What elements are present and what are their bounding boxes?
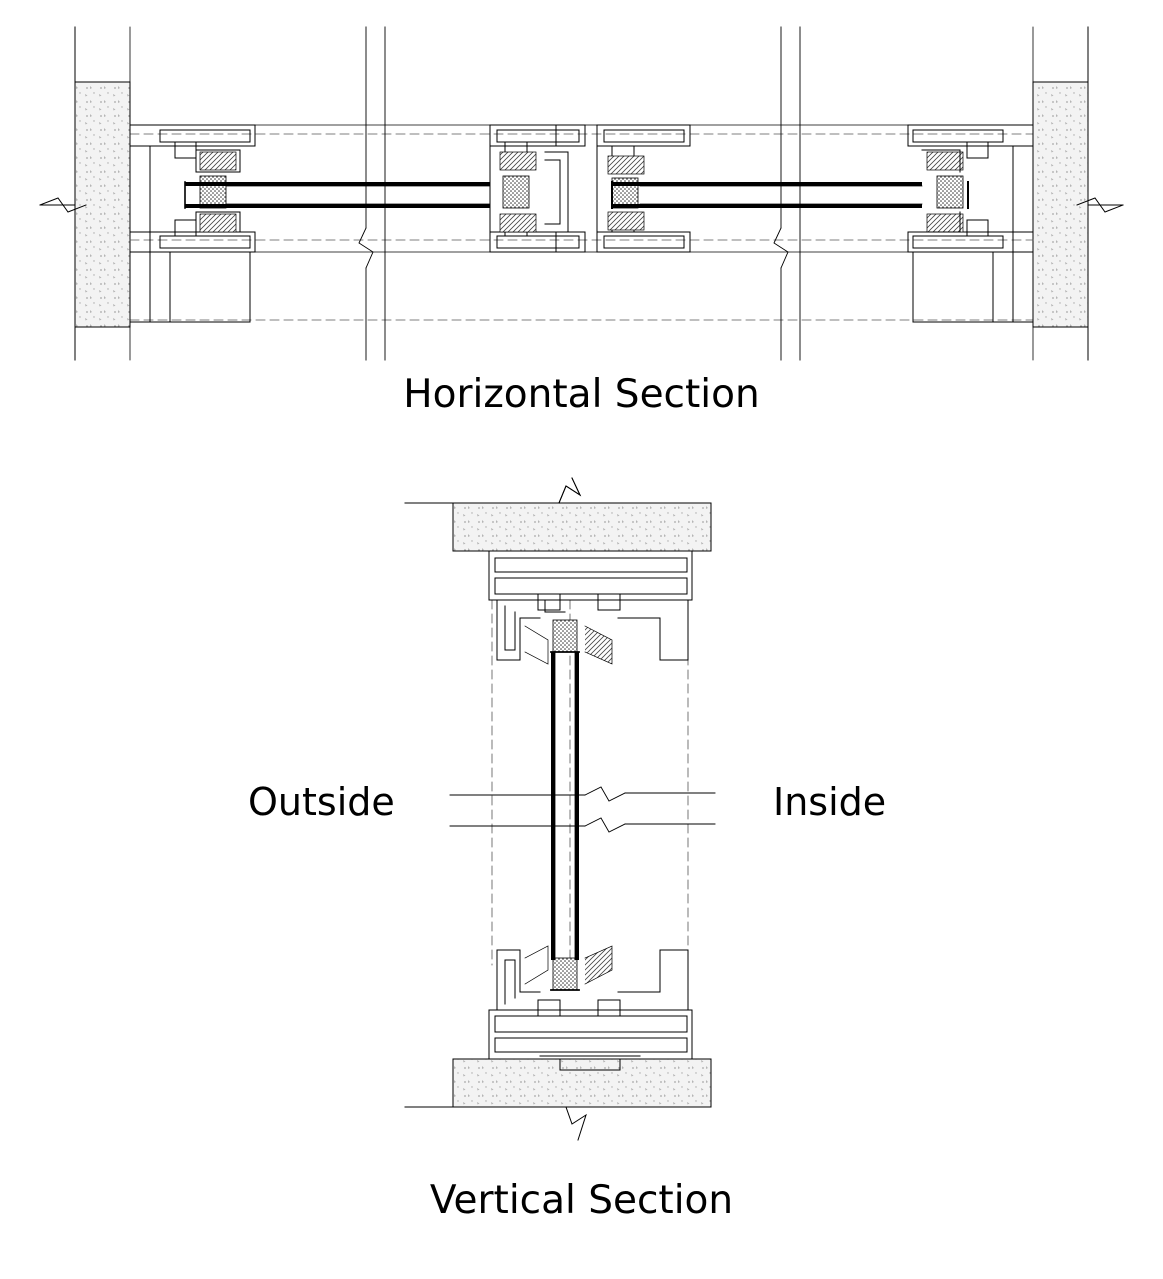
vertical-section-caption: Vertical Section [429, 1178, 734, 1223]
right-jamb-frame-profile [908, 125, 1033, 322]
outside-label: Outside [248, 780, 395, 824]
glass-break-line [450, 787, 715, 832]
vertical-dashed-guides [492, 600, 688, 965]
intermediate-mullion [490, 125, 585, 252]
top-concrete-slab [405, 478, 760, 551]
inside-label: Inside [773, 780, 887, 824]
panel-break-line-right [774, 27, 800, 360]
horizontal-dashed-guides [130, 134, 1033, 320]
head-frame-profile [489, 551, 692, 664]
right-glazing-unit [612, 182, 968, 208]
horizontal-section-sightlines [255, 125, 908, 252]
vertical-section-group [405, 478, 760, 1140]
sill-frame-profile [489, 946, 692, 1070]
vertical-glazing-unit [551, 652, 579, 990]
bottom-concrete-slab [405, 1059, 711, 1140]
horizontal-section-group [40, 27, 1123, 360]
panel-break-line-left [359, 27, 385, 360]
right-concrete-jamb [1033, 27, 1123, 360]
centre-coupling-mullion [597, 125, 690, 252]
left-jamb-frame-profile [130, 125, 255, 322]
horizontal-section-caption: Horizontal Section [403, 372, 760, 417]
left-concrete-jamb [40, 27, 130, 360]
left-glazing-unit [185, 182, 490, 208]
